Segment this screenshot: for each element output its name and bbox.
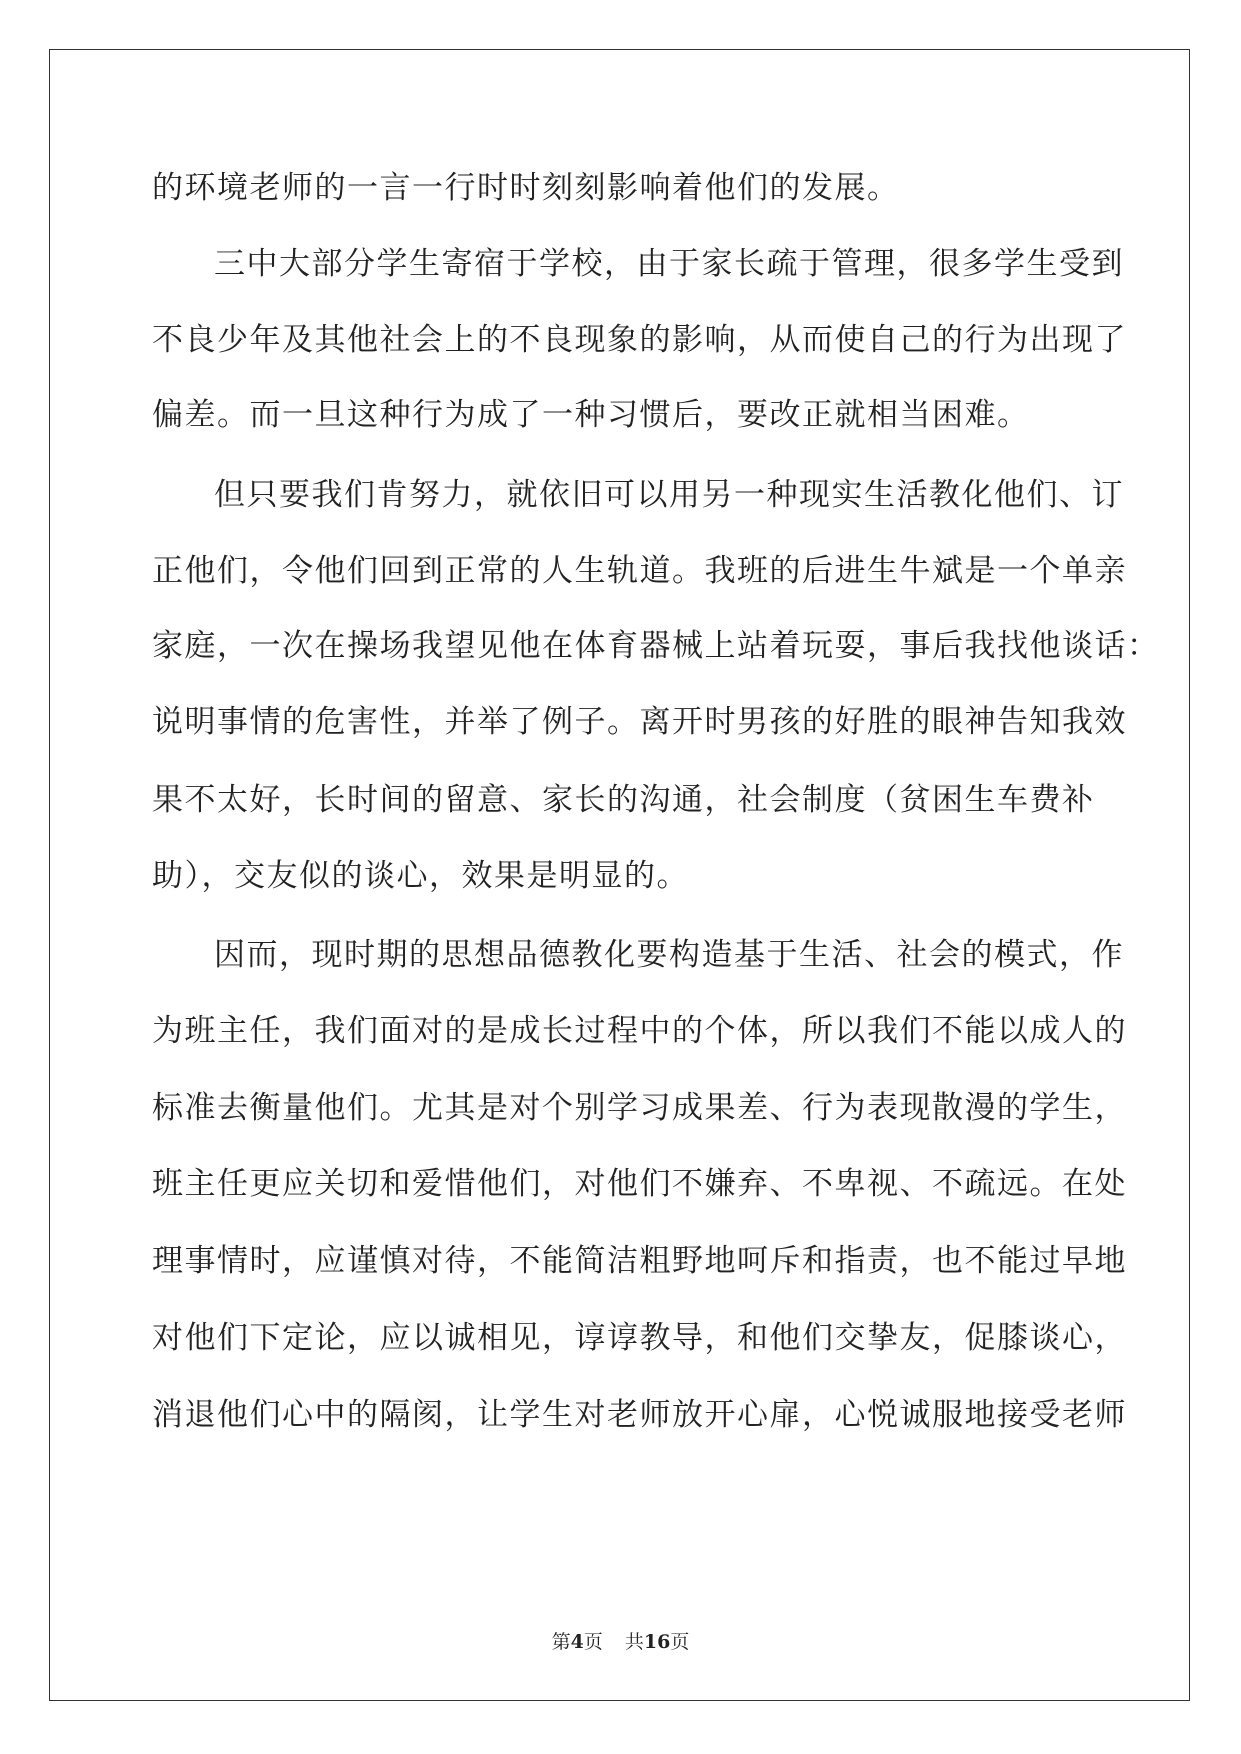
- page-label-suffix: 页: [583, 1631, 603, 1653]
- page-label-prefix: 第: [551, 1631, 571, 1653]
- text-line: 家庭，一次在操场我望见他在体育器械上站着玩耍，事后我找他谈话：: [152, 628, 1160, 664]
- text-line: 正他们，令他们回到正常的人生轨道。我班的后进生牛斌是一个单亲: [152, 553, 1127, 589]
- page-footer: [0, 1630, 1241, 1654]
- total-pages: 16: [643, 1631, 671, 1653]
- text-line: 说明事情的危害性，并举了例子。离开时男孩的好胜的眼神告知我效: [152, 704, 1127, 740]
- text-line: 标准去衡量他们。尤其是对个别学习成果差、行为表现散漫的学生，: [152, 1090, 1127, 1126]
- text-line: 助），交友似的谈心，效果是明显的。: [152, 858, 689, 894]
- text-line: 不良少年及其他社会上的不良现象的影响，从而使自己的行为出现了: [152, 322, 1127, 358]
- text-line: 消退他们心中的隔阂，让学生对老师放开心扉，心悦诚服地接受老师: [152, 1397, 1127, 1433]
- text-line: 的环境老师的一言一行时时刻刻影响着他们的发展。: [152, 170, 900, 206]
- text-line: 为班主任，我们面对的是成长过程中的个体，所以我们不能以成人的: [152, 1013, 1127, 1049]
- paragraph-first-line: 三中大部分学生寄宿于学校，由于家长疏于管理，很多学生受到: [214, 246, 1124, 282]
- total-label-suffix: 页: [670, 1631, 690, 1653]
- total-label-prefix: 共: [624, 1631, 644, 1653]
- paragraph-first-line: 但只要我们肯努力，就依旧可以用另一种现实生活教化他们、订: [214, 477, 1124, 513]
- paragraph-first-line: 因而，现时期的思想品德教化要构造基于生活、社会的模式，作: [214, 937, 1124, 973]
- text-line: 对他们下定论，应以诚相见，谆谆教导，和他们交挚友，促膝谈心，: [152, 1320, 1127, 1356]
- page-number: 4: [570, 1631, 584, 1653]
- text-line: 偏差。而一旦这种行为成了一种习惯后，要改正就相当困难。: [152, 397, 1030, 433]
- text-line: 果不太好，长时间的留意、家长的沟通，社会制度（贫困生车费补: [152, 782, 1095, 818]
- text-line: 理事情时，应谨慎对待，不能简洁粗野地呵斥和指责，也不能过早地: [152, 1243, 1127, 1279]
- text-line: 班主任更应关切和爱惜他们，对他们不嫌弃、不卑视、不疏远。在处: [152, 1166, 1127, 1202]
